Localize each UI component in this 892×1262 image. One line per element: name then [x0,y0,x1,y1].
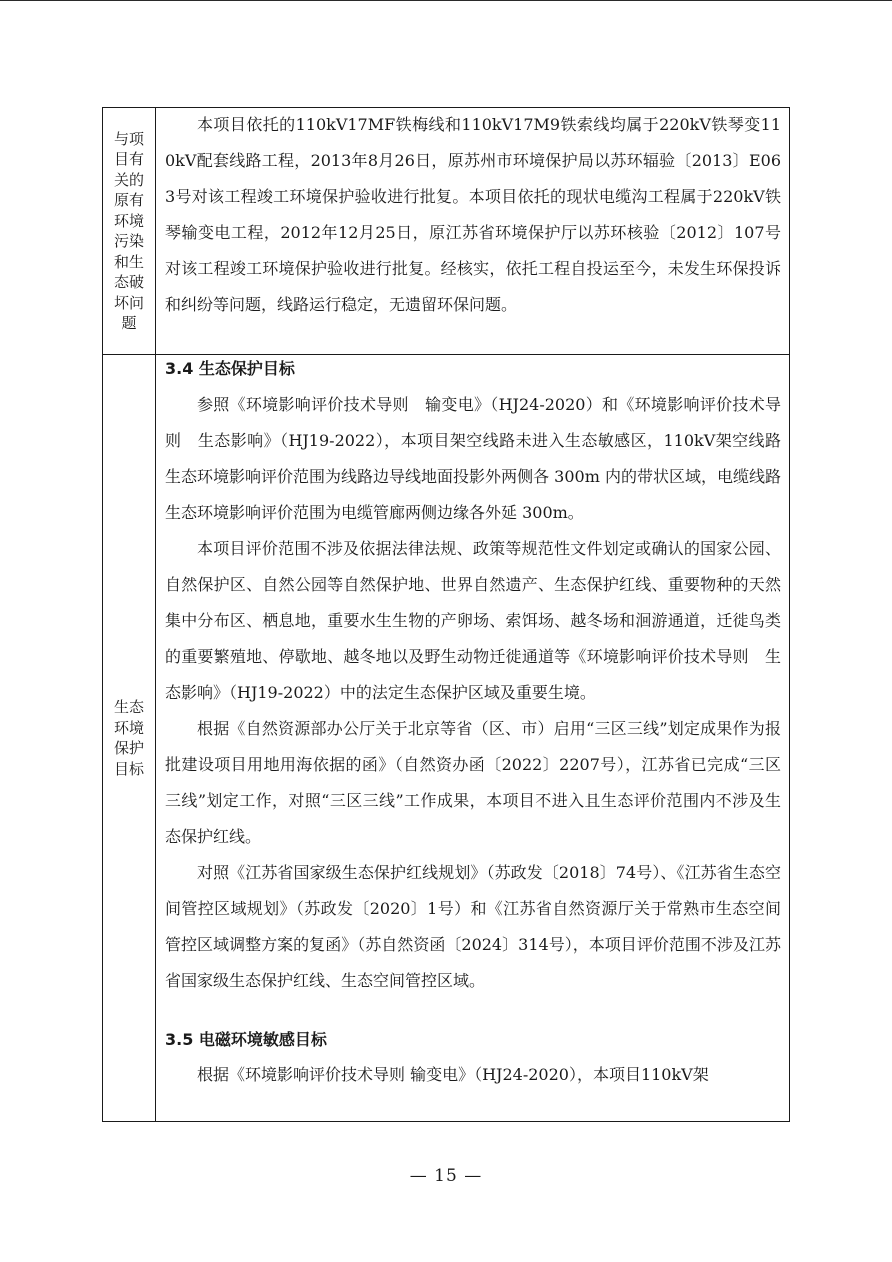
paragraph: 参照《环境影响评价技术导则 输变电》（HJ24-2020）和《环境影响评价技术导则 生态影响》（HJ19-2022），本项目架空线路未进入生态敏感区，110kV架空线路生态环境影响评价范围为线路边导线地面投影外两侧各 300m 内的带状区域，电缆线路生态环境影响评价范围为电缆管廊两侧边缘各外延 300m。 [165,395,781,522]
page-number: — 15 — [409,1166,483,1186]
row-content-cell [156,108,789,354]
row-label-cell [103,355,156,1121]
document-table [102,107,790,1122]
paragraph: 本项目评价范围不涉及依据法律法规、政策等规范性文件划定或确认的国家公园、自然保护区、自然公园等自然保护地、世界自然遗产、生态保护红线、重要物种的天然集中分布区、栖息地，重要水生生物的产卵场、索饵场、越冬场和洄游通道，迁徙鸟类的重要繁殖地、停歇地、越冬地以及野生动物迁徙通道等《环境影响评价技术导则 生态影响》（HJ19-2022）中的法定生态保护区域及重要生境。 [165,539,781,702]
row-label-cell [103,108,156,354]
table-row-eco-targets [103,355,789,1121]
section-heading-3-5: 3.5 电磁环境敏感目标 [165,1030,327,1049]
row-content-cell [156,355,789,1121]
section-heading-3-4: 3.4 生态保护目标 [165,359,295,378]
table-row-existing-issues [103,108,789,355]
row-label-eco-targets: 生态环境保护目标 [113,698,144,778]
paragraph: 本项目依托的110kV17MF铁梅线和110kV17M9铁索线均属于220kV铁琴变110kV配套线路工程，2013年8月26日，原苏州市环境保护局以苏环辐验〔2013〕E063号对该工程竣工环境保护验收进行批复。本项目依托的现状电缆沟工程属于220kV铁琴输变电工程，2012年12月25日，原江苏省环境保护厅以苏环核验〔2012〕107号对该工程竣工环境保护验收进行批复。经核实，依托工程自投运至今，未发生环保投诉和纠纷等问题，线路运行稳定，无遗留环保问题。 [165,115,781,314]
paragraph: 根据《自然资源部办公厅关于北京等省（区、市）启用“三区三线”划定成果作为报批建设项目用地用海依据的函》（自然资办函〔2022〕2207号），江苏省已完成“三区三线”划定工作，对照“三区三线”工作成果，本项目不进入且生态评价范围内不涉及生态保护红线。 [165,719,781,846]
top-border-line [0,0,892,1]
paragraph: 根据《环境影响评价技术导则 输变电》（HJ24-2020），本项目110kV架 [197,1065,709,1084]
paragraph: 对照《江苏省国家级生态保护红线规划》（苏政发〔2018〕74号）、《江苏省生态空间管控区域规划》（苏政发〔2020〕1号）和《江苏省自然资源厅关于常熟市生态空间管控区域调整方案的复函》（苏自然资函〔2024〕314号），本项目评价范围不涉及江苏省国家级生态保护红线、生态空间管控区域。 [165,863,781,990]
row-label-existing-issues: 与项目有关的原有环境污染和生态破坏问题 [113,129,144,332]
